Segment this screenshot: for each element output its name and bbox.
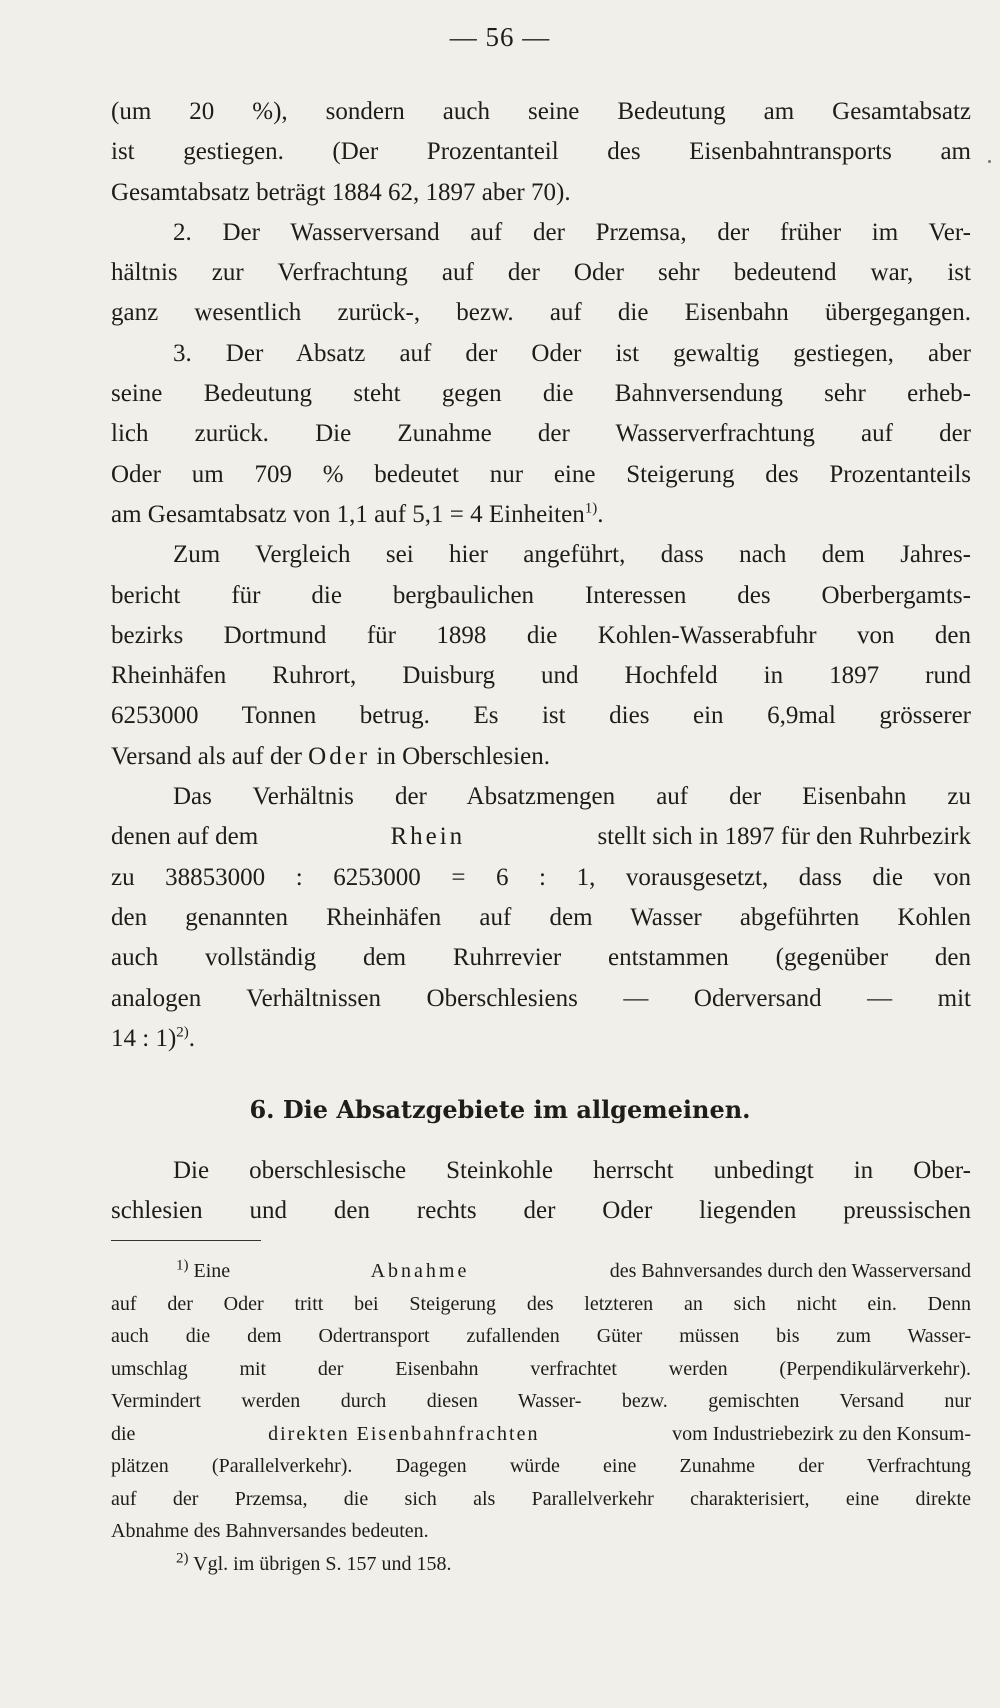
footnote-divider bbox=[111, 1240, 261, 1241]
text-line: 2. Der Wasserversand auf der Przemsa, der früher im Ver- bbox=[173, 218, 971, 246]
footnote-1-line: Vermindert werden durch diesen Wasser- bezw. gemischten Versand nur bbox=[111, 1390, 971, 1412]
text-line: ganz wesentlich zurück-, bezw. auf die Eisenbahn übergegangen. bbox=[111, 299, 971, 327]
footnote-1-line bbox=[111, 1418, 971, 1451]
text-line: bericht für die bergbaulichen Interessen des Oberbergamts- bbox=[111, 581, 971, 609]
footnotes bbox=[111, 1255, 971, 1580]
text-line: analogen Verhältnissen Oberschlesiens — Oderversand — mit bbox=[111, 984, 971, 1012]
footnote-ref-1: 1) bbox=[584, 500, 598, 517]
text-span: vom Industriebezirk zu den Konsum- bbox=[672, 1422, 971, 1445]
text-line: hältnis zur Verfrachtung auf der Oder sehr bedeutend war, ist bbox=[111, 259, 971, 287]
text-line: ist gestiegen. (Der Prozentanteil des Eisenbahntransports am bbox=[111, 138, 971, 166]
section-heading: 6. Die Absatzgebiete im allgemeinen. bbox=[249, 1095, 751, 1124]
emphasis-abnahme: Abnahme bbox=[370, 1260, 470, 1282]
footnote-1-marker: 1) bbox=[176, 1257, 189, 1274]
footnote-2 bbox=[111, 1548, 971, 1581]
text-span: Versand als auf der bbox=[111, 742, 302, 770]
text-line: lich zurück. Die Zunahme der Wasserverfrachtung auf der bbox=[111, 420, 971, 448]
text-line: 14 : 1)$^{2)}$. bbox=[111, 1024, 196, 1052]
footnote-1-start bbox=[176, 1255, 230, 1288]
footnote-ref-2: 2) bbox=[176, 1024, 189, 1041]
text-line: auch vollständig dem Ruhrrevier entstammen (gegenüber den bbox=[111, 944, 971, 972]
emphasis-direkten: direkten Eisenbahnfrachten bbox=[268, 1422, 540, 1445]
main-paragraphs bbox=[111, 92, 971, 1059]
text-line: (um 20 %), sondern auch seine Bedeutung am Gesamtabsatz bbox=[111, 98, 971, 125]
text-span: Eine bbox=[193, 1260, 231, 1282]
text-line bbox=[111, 737, 971, 777]
footnote-2-marker: 2) bbox=[176, 1549, 189, 1566]
scan-speck bbox=[988, 160, 991, 163]
text-line: Gesamtabsatz beträgt 1884 62, 1897 aber 70). bbox=[111, 178, 571, 206]
text-line: den genannten Rheinhäfen auf dem Wasser abgeführten Kohlen bbox=[111, 903, 971, 931]
emphasis-oder: Oder bbox=[308, 742, 371, 770]
text-line: am Gesamtabsatz von 1,1 auf 5,1 = 4 Einheiten$^{1)}$. bbox=[111, 500, 604, 528]
footnote-1-line: auch die dem Odertransport zufallenden Güter müssen bis zum Wasser- bbox=[111, 1325, 971, 1347]
text-line: Zum Vergleich sei hier angeführt, dass nach dem Jahres- bbox=[173, 541, 971, 569]
footnote-1-line: umschlag mit der Eisenbahn verfrachtet werden (Perpendikulärverkehr). bbox=[111, 1357, 971, 1380]
text-span: 14 : 1) bbox=[111, 1024, 177, 1052]
footnote-1-line: plätzen (Parallelverkehr). Dagegen würde eine Zunahme der Verfrachtung bbox=[111, 1455, 971, 1477]
text-line: zu 38853000 : 6253000 = 6 : 1, vorausgesetzt, dass die von bbox=[111, 863, 971, 891]
text-span: in Oberschlesien. bbox=[376, 742, 550, 770]
text-line: Das Verhältnis der Absatzmengen auf der Eisenbahn zu bbox=[173, 783, 971, 811]
emphasis-rhein: Rhein bbox=[390, 823, 466, 851]
text-span: die bbox=[111, 1422, 136, 1445]
text-span: des Bahnversandes durch den Wasserversand bbox=[609, 1260, 971, 1282]
text-line: Die oberschlesische Steinkohle herrscht unbedingt in Ober- bbox=[173, 1157, 971, 1184]
text-line: schlesien und den rechts der Oder liegenden preussischen bbox=[111, 1197, 971, 1225]
footnote-1-line: auf der Przemsa, die sich als Parallelverkehr charakterisiert, eine direkte bbox=[111, 1487, 971, 1510]
text-line: seine Bedeutung steht gegen die Bahnversendung sehr erheb- bbox=[111, 380, 971, 408]
second-paragraph bbox=[111, 1150, 971, 1231]
text-line bbox=[111, 817, 971, 857]
text-line: Oder um 709 % bedeutet nur eine Steigerung des Prozentanteils bbox=[111, 460, 971, 488]
footnote-1-line: auf der Oder tritt bei Steigerung des letzteren an sich nicht ein. Denn bbox=[111, 1292, 971, 1315]
footnote-1-line bbox=[111, 1255, 971, 1288]
text-span: stellt sich in 1897 für den Ruhrbezirk bbox=[597, 823, 971, 851]
text-line: 3. Der Absatz auf der Oder ist gewaltig gestiegen, aber bbox=[173, 339, 971, 367]
page-number: — 56 — bbox=[449, 22, 551, 52]
text-span: am Gesamtabsatz von 1,1 auf 5,1 = 4 Einheiten bbox=[111, 500, 585, 528]
text-line: 6253000 Tonnen betrug. Es ist dies ein 6,9mal grösserer bbox=[111, 702, 971, 730]
text-span: denen auf dem bbox=[111, 823, 259, 851]
text-line: bezirks Dortmund für 1898 die Kohlen-Wasserabfuhr von den bbox=[111, 621, 971, 649]
text-line: Rheinhäfen Ruhrort, Duisburg und Hochfeld in 1897 rund bbox=[111, 662, 971, 690]
footnote-2-text: Vgl. im übrigen S. 157 und 158. bbox=[193, 1552, 452, 1575]
footnote-1-line: Abnahme des Bahnversandes bedeuten. bbox=[111, 1520, 429, 1542]
